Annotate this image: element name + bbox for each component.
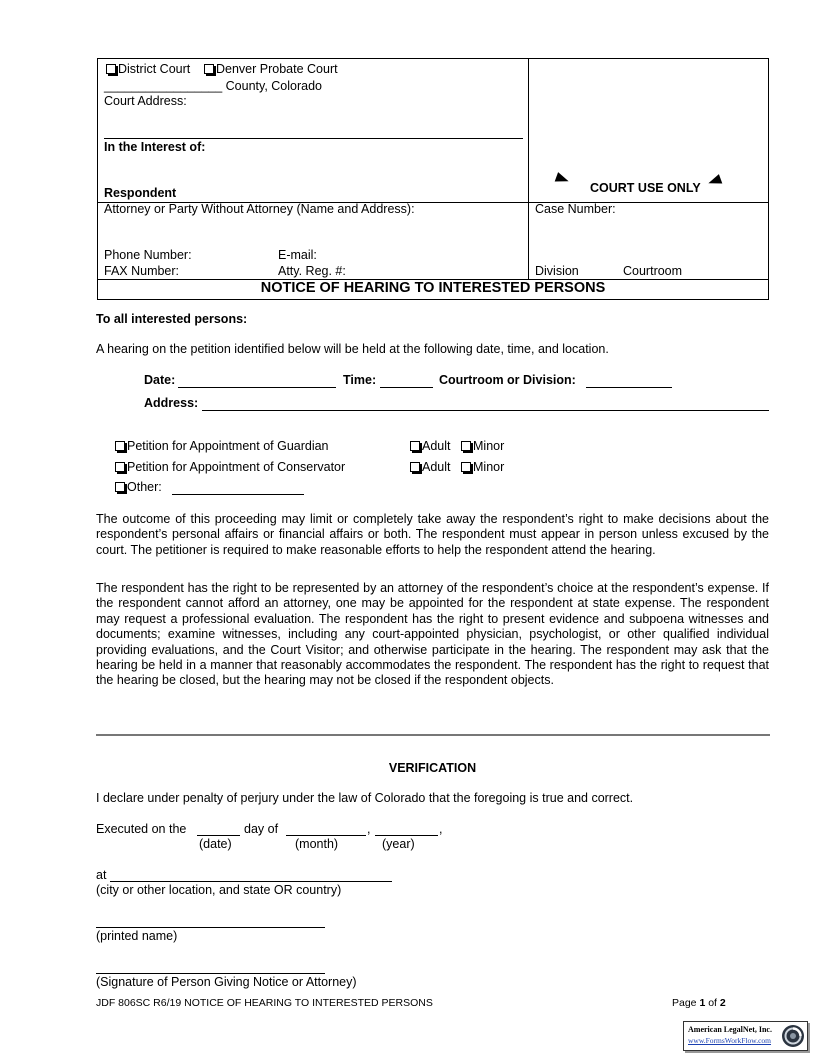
courtroom-division-label: Courtroom or Division: [439, 373, 576, 387]
legalnet-logo[interactable] [683, 1021, 808, 1051]
executed-on-label: Executed on the [96, 822, 187, 836]
outcome-paragraph: The outcome of this proceeding may limit or completely take away the respondent’s right to make decisions about the respondent’s personal affairs or financial affairs or both. The respondent must appear in person unless excused by the court. The petitioner is required to make reasonable efforts to help the respondent attend the hearing. [96, 512, 769, 557]
month-hint: (month) [295, 837, 339, 851]
county-line[interactable]: _________________ County, Colorado [104, 79, 323, 93]
signature-hint: (Signature of Person Giving Notice or Attorney) [96, 975, 357, 989]
printed-name-field[interactable] [96, 927, 325, 928]
atty-reg-label: Atty. Reg. #: [278, 264, 346, 278]
other-field[interactable] [172, 494, 304, 495]
conservator-adult-checkbox[interactable] [410, 462, 420, 472]
conservator-minor-option[interactable]: Minor [461, 460, 504, 475]
date-hint: (date) [199, 837, 232, 851]
address-label: Address: [144, 396, 199, 410]
petition-conservator-checkbox[interactable] [115, 462, 125, 472]
page-of: of [708, 997, 717, 1009]
signature-field[interactable] [96, 973, 325, 974]
petition-guardian-option[interactable]: Petition for Appointment of Guardian [115, 439, 329, 454]
day-of-label: day of [244, 822, 279, 836]
petition-conservator-option[interactable]: Petition for Appointment of Conservator [115, 460, 345, 475]
petition-guardian-checkbox[interactable] [115, 441, 125, 451]
location-field[interactable] [110, 881, 392, 882]
district-court-option[interactable]: District Court [106, 62, 190, 77]
globe-icon [781, 1024, 805, 1048]
executed-date-field[interactable] [197, 835, 240, 836]
executed-month-field[interactable] [286, 835, 366, 836]
verification-heading: VERIFICATION [388, 761, 477, 775]
court-use-only-label: COURT USE ONLY [590, 181, 701, 195]
court-address-line[interactable] [104, 138, 523, 139]
email-label: E-mail: [278, 248, 317, 262]
guardian-adult-option[interactable]: Adult [410, 439, 451, 454]
to-all-heading: To all interested persons: [96, 312, 248, 326]
time-field[interactable] [380, 387, 433, 388]
form-title: NOTICE OF HEARING TO INTERESTED PERSONS [260, 280, 606, 296]
guardian-adult-checkbox[interactable] [410, 441, 420, 451]
executed-year-field[interactable] [375, 835, 438, 836]
at-label: at [96, 868, 107, 882]
caption-divider [528, 58, 529, 280]
date-field[interactable] [178, 387, 336, 388]
form-id-footer: JDF 806SC R6/19 NOTICE OF HEARING TO INTERESTED PERSONS [96, 997, 433, 1009]
rights-paragraph: The respondent has the right to be represented by an attorney of the respondent’s choice at the respondent’s expense. If the respondent cannot afford an attorney, one may be appointed for the respondent at state expense. The respondent may request a professional evaluation. The respondent has the right to present evidence and subpoena witnesses and documents; examine witnesses, including any court-appointed physician, psychologist, or other qualified individual providing evaluations, and the Court Visitor; and otherwise participate in the hearing. The respondent may ask that the hearing be held in a manner that reasonably accommodates the respondent. The respondent has the right to request that the hearing be closed, but the hearing may not be closed if the respondent objects. [96, 581, 769, 688]
section-divider [96, 734, 770, 736]
division-label: Division [535, 264, 579, 278]
attorney-label: Attorney or Party Without Attorney (Name and Address): [104, 202, 415, 216]
comma-1: , [367, 822, 371, 836]
page-number: 1 [699, 997, 706, 1009]
printed-name-hint: (printed name) [96, 929, 178, 943]
comma-2: , [439, 822, 443, 836]
page-prefix: Page [672, 997, 697, 1009]
case-number-label: Case Number: [535, 202, 616, 216]
page-total: 2 [719, 997, 726, 1009]
conservator-minor-checkbox[interactable] [461, 462, 471, 472]
location-hint: (city or other location, and state OR country) [96, 883, 342, 897]
denver-probate-option[interactable]: Denver Probate Court [204, 62, 338, 77]
court-address-label: Court Address: [104, 94, 187, 108]
date-label: Date: [144, 373, 176, 387]
address-field[interactable] [202, 410, 769, 411]
courtroom-division-field[interactable] [586, 387, 672, 388]
conservator-adult-option[interactable]: Adult [410, 460, 451, 475]
respondent-label: Respondent [104, 186, 177, 200]
guardian-minor-option[interactable]: Minor [461, 439, 504, 454]
guardian-minor-checkbox[interactable] [461, 441, 471, 451]
other-option[interactable]: Other: [115, 480, 162, 495]
in-interest-label: In the Interest of: [104, 140, 206, 154]
logo-url[interactable]: www.FormsWorkFlow.com [688, 1036, 772, 1045]
intro-text: A hearing on the petition identified below will be held at the following date, time, and location. [96, 342, 609, 356]
fax-label: FAX Number: [104, 264, 180, 278]
phone-label: Phone Number: [104, 248, 192, 262]
page-indicator [672, 997, 726, 1010]
district-court-checkbox[interactable] [106, 64, 116, 74]
courtroom-label: Courtroom [623, 264, 683, 278]
year-hint: (year) [382, 837, 415, 851]
other-checkbox[interactable] [115, 482, 125, 492]
declare-text: I declare under penalty of perjury under the law of Colorado that the foregoing is true and correct. [96, 791, 634, 805]
time-label: Time: [343, 373, 377, 387]
denver-probate-checkbox[interactable] [204, 64, 214, 74]
logo-name: American LegalNet, Inc. [688, 1025, 772, 1034]
